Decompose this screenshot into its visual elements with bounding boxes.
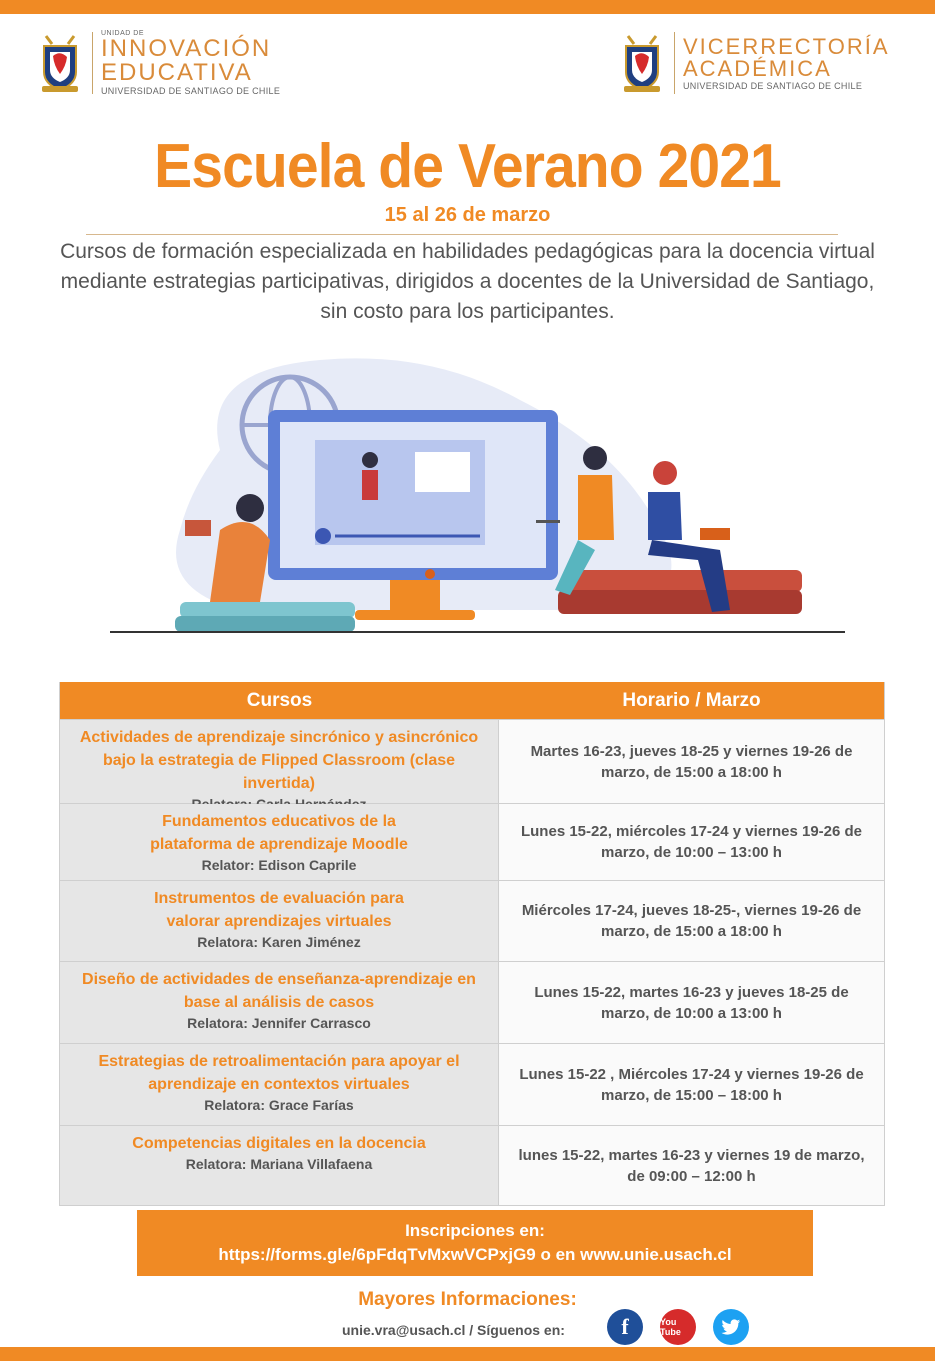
registration-label: Inscripciones en:: [405, 1221, 545, 1240]
course-schedule: lunes 15-22, martes 16-23 y viernes 19 de marzo, de 09:00 – 12:00 h: [518, 1146, 865, 1185]
logo-divider: [92, 32, 93, 94]
logo-line-1: VICERRECTORÍA: [683, 33, 890, 59]
course-cell: [60, 1044, 499, 1125]
logo-university-name: UNIVERSIDAD DE SANTIAGO DE CHILE: [683, 80, 863, 91]
schedule-cell: [499, 1044, 884, 1125]
table-header: [60, 682, 884, 719]
youtube-glyph: You Tube: [660, 1317, 681, 1337]
logo-small-text: UNIDAD DE: [101, 30, 145, 37]
course-schedule: Miércoles 17-24, jueves 18-25-, viernes 19-26 de marzo, de 15:00 a 18:00 h: [521, 902, 862, 940]
logo-vicerrectoria-academica: [618, 30, 890, 96]
logo-line-1: INNOVACIÓN: [101, 35, 272, 62]
logo-university-name: UNIVERSIDAD DE SANTIAGO DE CHILE: [101, 86, 281, 96]
university-crest-icon: [36, 30, 84, 96]
table-row: [60, 803, 884, 880]
table-row: [60, 1043, 884, 1125]
table-row: [60, 880, 884, 961]
course-cell: [60, 881, 499, 961]
online-learning-illustration: [100, 340, 860, 640]
schedule-cell: [499, 1126, 884, 1205]
logo-innovacion-educativa: [36, 30, 280, 96]
bottom-accent-bar: [0, 1347, 935, 1361]
table-row: [60, 719, 884, 803]
course-relator: Relatora: Jennifer Carrasco: [187, 1015, 371, 1031]
event-description: Cursos de formación especializada en habilidades pedagógicas para la docencia virtual mediante estrategias participativas, dirigidos a docentes de la Universidad de Santiago, sin costo para los participantes.: [60, 240, 875, 323]
header-divider: [86, 234, 838, 235]
course-relator: Relatora: Karen Jiménez: [197, 934, 361, 950]
course-title: Estrategias de retroalimentación para apoyar el aprendizaje en contextos virtuales: [98, 1053, 460, 1093]
top-accent-bar: [0, 0, 935, 14]
course-relator: Relatora: Grace Farías: [204, 1097, 354, 1113]
course-title: Actividades de aprendizaje sincrónico y asincrónico bajo la estrategia de Flipped Classroom (clase invertida): [79, 729, 479, 792]
course-title: Diseño de actividades de enseñanza-aprendizaje en base al análisis de casos: [82, 971, 476, 1011]
table-row: [60, 961, 884, 1043]
more-info-heading: Mayores Informaciones:: [358, 1289, 577, 1310]
table-row: [60, 1125, 884, 1205]
course-title: Fundamentos educativos de la plataforma de aprendizaje Moodle: [150, 813, 408, 853]
twitter-icon[interactable]: [713, 1309, 749, 1345]
schedule-cell: [499, 881, 884, 961]
course-schedule: Lunes 15-22, miércoles 17-24 y viernes 19-26 de marzo, de 10:00 – 13:00 h: [520, 823, 863, 861]
schedule-cell: [499, 962, 884, 1043]
course-cell: [60, 962, 499, 1043]
facebook-icon[interactable]: [607, 1309, 643, 1345]
course-cell: [60, 804, 499, 880]
course-cell: [60, 1126, 499, 1205]
event-dates: 15 al 26 de marzo: [384, 204, 551, 226]
contact-email[interactable]: unie.vra@usach.cl / Síguenos en:: [342, 1322, 565, 1338]
registration-banner[interactable]: [137, 1210, 813, 1276]
twitter-bird-icon: [721, 1318, 741, 1336]
courses-table: [59, 682, 885, 1206]
logo-line-2: ACADÉMICA: [683, 55, 832, 81]
schedule-cell: [499, 720, 884, 803]
course-schedule: Lunes 15-22 , Miércoles 17-24 y viernes 19-26 de marzo, de 15:00 – 18:00 h: [519, 1065, 864, 1104]
facebook-glyph: f: [621, 1314, 629, 1339]
page-title: Escuela de Verano 2021: [154, 132, 781, 201]
youtube-icon[interactable]: [660, 1309, 696, 1345]
course-relator: Relatora: Mariana Villafaena: [185, 1156, 373, 1172]
course-cell: [60, 720, 499, 803]
logo-divider: [674, 32, 675, 94]
course-schedule: Martes 16-23, jueves 18-25 y viernes 19-26 de marzo, de 15:00 a 18:00 h: [530, 742, 853, 781]
course-title: Competencias digitales en la docencia: [132, 1135, 426, 1152]
university-crest-icon: [618, 30, 666, 96]
registration-link[interactable]: https://forms.gle/6pFdqTvMxwVCPxjG9 o en www.unie.usach.cl: [218, 1245, 732, 1264]
course-relator: Relator: Edison Caprile: [201, 857, 357, 873]
course-title: Instrumentos de evaluación para valorar aprendizajes virtuales: [154, 890, 404, 930]
column-header-courses: Cursos: [246, 689, 313, 711]
column-header-schedule: Horario / Marzo: [622, 689, 761, 711]
schedule-cell: [499, 804, 884, 880]
course-schedule: Lunes 15-22, martes 16-23 y jueves 18-25 de marzo, de 10:00 a 13:00 h: [534, 983, 849, 1022]
logo-line-2: EDUCATIVA: [101, 59, 253, 86]
